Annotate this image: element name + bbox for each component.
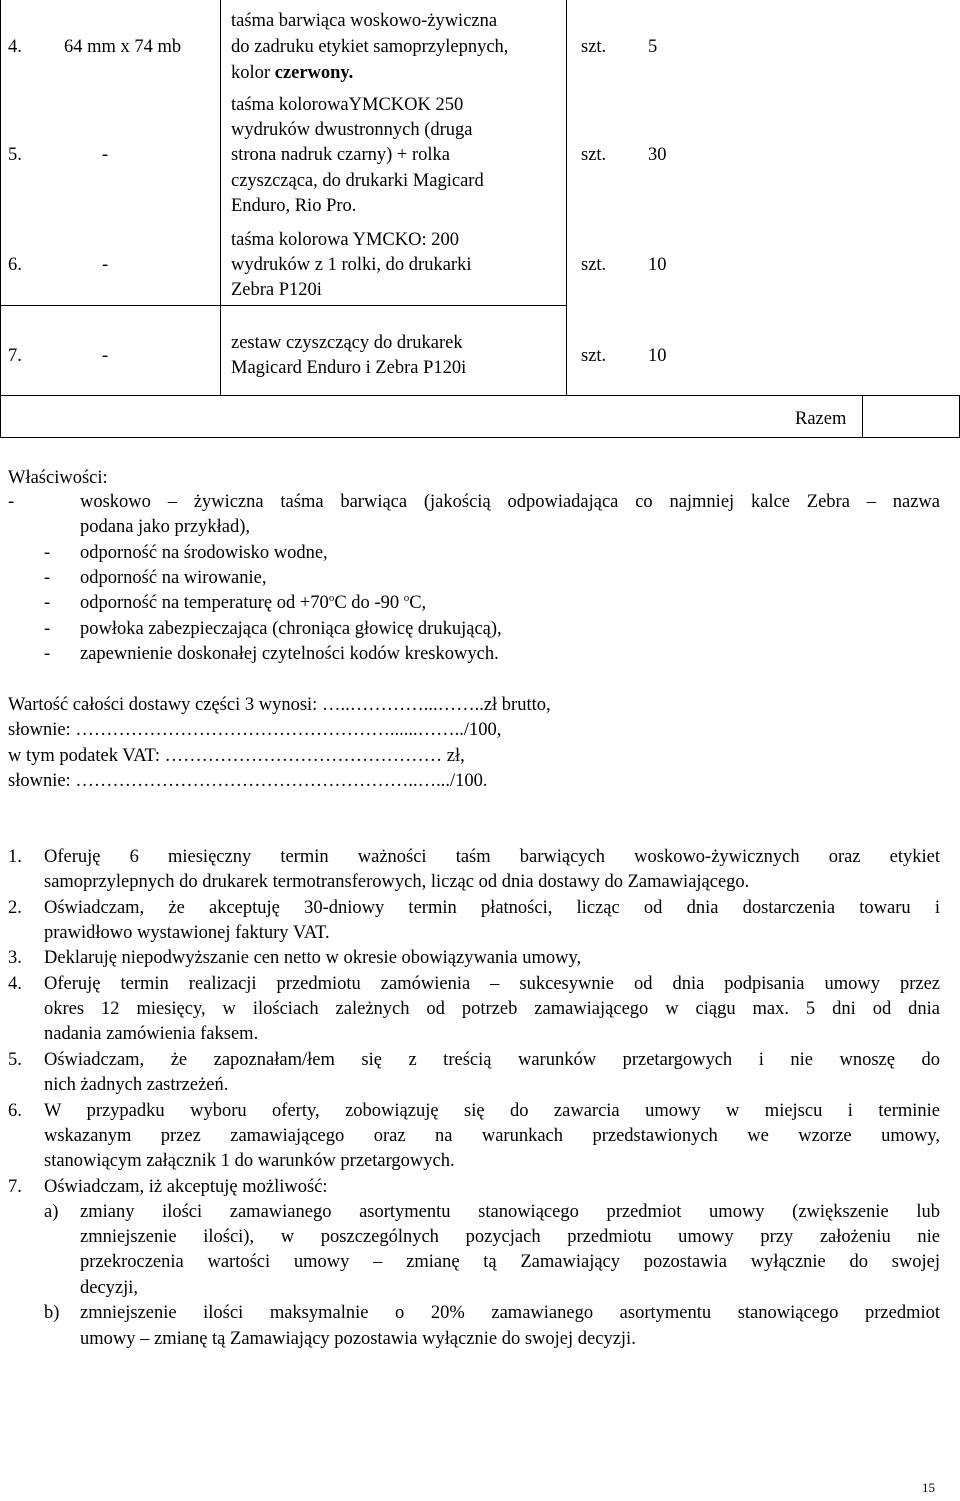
statement-line: wskazanym przez zamawiającego oraz na warunkach przedstawionych we wzorze umowy,: [44, 1126, 940, 1146]
list-dash: -: [44, 568, 51, 588]
statement-line: nadania zamówienia faksem.: [44, 1024, 259, 1044]
statement-number: 4.: [8, 974, 22, 994]
property-item: woskowo – żywiczna taśma barwiąca (jakością odpowiadająca co najmniej kalce Zebra – nazwa: [80, 492, 940, 512]
statement-line: Deklaruję niepodwyższanie cen netto w okresie obowiązywania umowy,: [44, 948, 582, 968]
list-dash: -: [44, 619, 51, 639]
row-size: -: [102, 145, 109, 165]
row-size: -: [102, 255, 109, 275]
row-unit: szt.: [581, 255, 607, 275]
total-label: Razem: [795, 409, 847, 429]
page-number: 15: [922, 1480, 935, 1495]
vat-words-line: słownie: ………………………………………………..….../100.: [8, 771, 488, 791]
properties-heading: Właściwości:: [8, 468, 108, 488]
list-dash: -: [44, 543, 51, 563]
vat-line: w tym podatek VAT: ……………………………………… zł,: [8, 746, 465, 766]
sub-item-letter: b): [44, 1303, 60, 1323]
row-number: 5.: [8, 145, 22, 165]
list-dash: -: [44, 593, 51, 613]
row-unit: szt.: [581, 145, 607, 165]
value-line: Wartość całości dostawy części 3 wynosi: …..…………...……..zł brutto,: [8, 695, 551, 715]
row-qty: 10: [648, 346, 667, 366]
property-item: odporność na wirowanie,: [80, 568, 267, 588]
row-qty: 30: [648, 145, 667, 165]
statement-number: 7.: [8, 1177, 22, 1197]
statement-number: 2.: [8, 898, 22, 918]
sub-item-line: umowy – zmianę tą Zamawiający pozostawia wyłącznie do swojej decyzji.: [80, 1329, 636, 1349]
row-desc-line: Zebra P120i: [231, 280, 322, 300]
list-dash: -: [8, 492, 15, 512]
row-desc-line: strona nadruk czarny) + rolka: [231, 145, 450, 165]
row-desc-line: zestaw czyszczący do drukarek: [231, 333, 463, 353]
row-number: 4.: [8, 37, 22, 57]
statement-line: Oferuję termin realizacji przedmiotu zamówienia – sukcesywnie od dnia podpisania umowy przez: [44, 974, 940, 994]
sub-item-line: przekroczenia wartości umowy – zmianę tą Zamawiający pozostawia wyłącznie do swojej: [80, 1252, 940, 1272]
row-size: 64 mm x 74 mb: [64, 37, 182, 57]
statement-line: Oświadczam, że akceptuję 30-dniowy termin płatności, licząc od dnia dostarczenia towaru i: [44, 898, 940, 918]
statement-line: Oświadczam, iż akceptuję możliwość:: [44, 1177, 328, 1197]
sub-item-line: zmniejszenie ilości), w poszczególnych pozycjach przedmiotu umowy przy założeniu nie: [80, 1227, 940, 1247]
statement-number: 5.: [8, 1050, 22, 1070]
value-words-line: słownie: ……………………………………………......……../100,: [8, 720, 502, 740]
list-dash: -: [44, 644, 51, 664]
row-size: -: [102, 346, 109, 366]
property-item: odporność na środowisko wodne,: [80, 543, 328, 563]
row-desc-line: czyszcząca, do drukarki Magicard: [231, 171, 484, 191]
row-number: 6.: [8, 255, 22, 275]
row-unit: szt.: [581, 346, 607, 366]
statement-line: stanowiącym załącznik 1 do warunków przetargowych.: [44, 1151, 455, 1171]
row-desc-line: Magicard Enduro i Zebra P120i: [231, 358, 467, 378]
statement-line: samoprzylepnych do drukarek termotransferowych, licząc od dnia dostawy do Zamawiającego.: [44, 872, 750, 892]
row-desc-line: taśma barwiąca woskowo-żywiczna: [231, 11, 498, 31]
sub-item-line: zmiany ilości zamawianego asortymentu stanowiącego przedmiot umowy (zwiększenie lub: [80, 1202, 940, 1222]
row-desc-line: do zadruku etykiet samoprzylepnych,: [231, 37, 509, 57]
statement-line: nich żadnych zastrzeżeń.: [44, 1075, 229, 1095]
property-item-temperature: odporność na temperaturę od $+70^oC$ do -90 $^o$C,: [80, 592, 427, 613]
row-qty: 5: [648, 37, 658, 57]
statement-number: 1.: [8, 847, 22, 867]
sub-item-letter: a): [44, 1202, 59, 1222]
row-desc-line: Enduro, Rio Pro.: [231, 196, 357, 216]
sub-item-line: zmniejszenie ilości maksymalnie o 20% zamawianego asortymentu stanowiącego przedmiot: [80, 1303, 940, 1323]
property-item: powłoka zabezpieczająca (chroniąca głowicę drukującą),: [80, 619, 502, 639]
row-number: 7.: [8, 346, 22, 366]
statement-line: Oferuję 6 miesięczny termin ważności taśm barwiących woskowo-żywicznych oraz etykiet: [44, 847, 940, 867]
statement-line: Oświadczam, że zapoznałam/łem się z treścią warunków przetargowych i nie wnoszę do: [44, 1050, 940, 1070]
row-desc-line: wydruków dwustronnych (druga: [231, 120, 473, 140]
property-item: zapewnienie doskonałej czytelności kodów kreskowych.: [80, 644, 499, 664]
sub-item-line: decyzji,: [80, 1278, 139, 1298]
statement-line: okres 12 miesięcy, w ilościach zależnych od potrzeb zamawiającego w ciągu max. 5 dni od dnia: [44, 999, 940, 1019]
statement-line: W przypadku wyboru oferty, zobowiązuję się do zawarcia umowy w miejscu i terminie: [44, 1101, 940, 1121]
row-qty: 10: [648, 255, 667, 275]
row-desc-line: taśma kolorowa YMCKO: 200: [231, 230, 459, 250]
row-desc-line: kolor czerwony.: [231, 63, 354, 83]
property-item-cont: podana jako przykład),: [80, 517, 251, 537]
statement-line: prawidłowo wystawionej faktury VAT.: [44, 923, 330, 943]
row-unit: szt.: [581, 37, 607, 57]
row-desc-line: wydruków z 1 rolki, do drukarki: [231, 255, 472, 275]
row-desc-line: taśma kolorowaYMCKOK 250: [231, 95, 464, 115]
statement-number: 3.: [8, 948, 22, 968]
statement-number: 6.: [8, 1101, 22, 1121]
